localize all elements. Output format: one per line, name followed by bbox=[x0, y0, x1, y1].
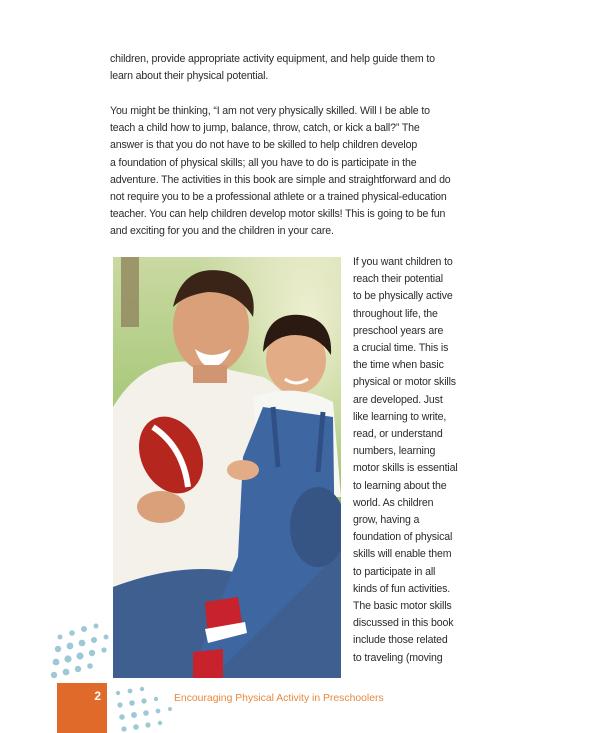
text-line: numbers, learning bbox=[353, 445, 436, 458]
text-line: to be physically active bbox=[353, 290, 453, 303]
text-line: like learning to write, bbox=[353, 410, 447, 423]
text-line: teacher. You can help children develop motor skills! This is going to be fun bbox=[110, 208, 446, 221]
text-line: physical or motor skills bbox=[353, 376, 456, 389]
text-line: learn about their physical potential. bbox=[110, 70, 269, 83]
text-line: adventure. The activities in this book are simple and straightforward and do bbox=[110, 173, 451, 186]
text-line: motor skills is essential bbox=[353, 462, 458, 475]
text-line: answer is that you do not have to be skilled to help children develop bbox=[110, 139, 418, 152]
running-footer-title: Encouraging Physical Activity in Preschoolers bbox=[174, 693, 384, 704]
intro-paragraph bbox=[110, 51, 470, 85]
text-line: a crucial time. This is bbox=[353, 342, 449, 355]
text-line: reach their potential bbox=[353, 273, 443, 286]
text-line: not require you to be a professional athlete or a trained physical-education bbox=[110, 191, 447, 204]
text-line: discussed in this book bbox=[353, 617, 454, 630]
text-line: are developed. Just bbox=[353, 393, 443, 406]
text-line: throughout life, the bbox=[353, 307, 438, 320]
page-number-box bbox=[57, 683, 107, 733]
text-line: The basic motor skills bbox=[353, 600, 452, 613]
text-line: the time when basic bbox=[353, 359, 444, 372]
page-number: 2 bbox=[94, 689, 101, 703]
text-line: preschool years are bbox=[353, 324, 444, 337]
text-line: teach a child how to jump, balance, throw, catch, or kick a ball?” The bbox=[110, 122, 420, 135]
text-line: to participate in all bbox=[353, 565, 436, 578]
text-line: foundation of physical bbox=[353, 531, 453, 544]
text-line: to traveling (moving bbox=[353, 651, 443, 664]
side-column-paragraph bbox=[353, 254, 473, 667]
text-line: skills will enable them bbox=[353, 548, 452, 561]
text-line: to learning about the bbox=[353, 479, 447, 492]
text-line: include those related bbox=[353, 634, 448, 647]
skills-paragraph bbox=[110, 103, 470, 241]
text-line: You might be thinking, “I am not very physically skilled. Will I be able to bbox=[110, 105, 430, 117]
text-line: grow, having a bbox=[353, 514, 420, 527]
text-line: world. As children bbox=[353, 496, 434, 509]
text-line: and exciting for you and the children in your care. bbox=[110, 225, 334, 238]
text-line: kinds of fun activities. bbox=[353, 582, 451, 595]
text-line: children, provide appropriate activity equipment, and help guide them to bbox=[110, 53, 435, 65]
text-line: read, or understand bbox=[353, 428, 443, 441]
text-line: If you want children to bbox=[353, 256, 453, 268]
text-line: a foundation of physical skills; all you have to do is participate in the bbox=[110, 156, 417, 169]
